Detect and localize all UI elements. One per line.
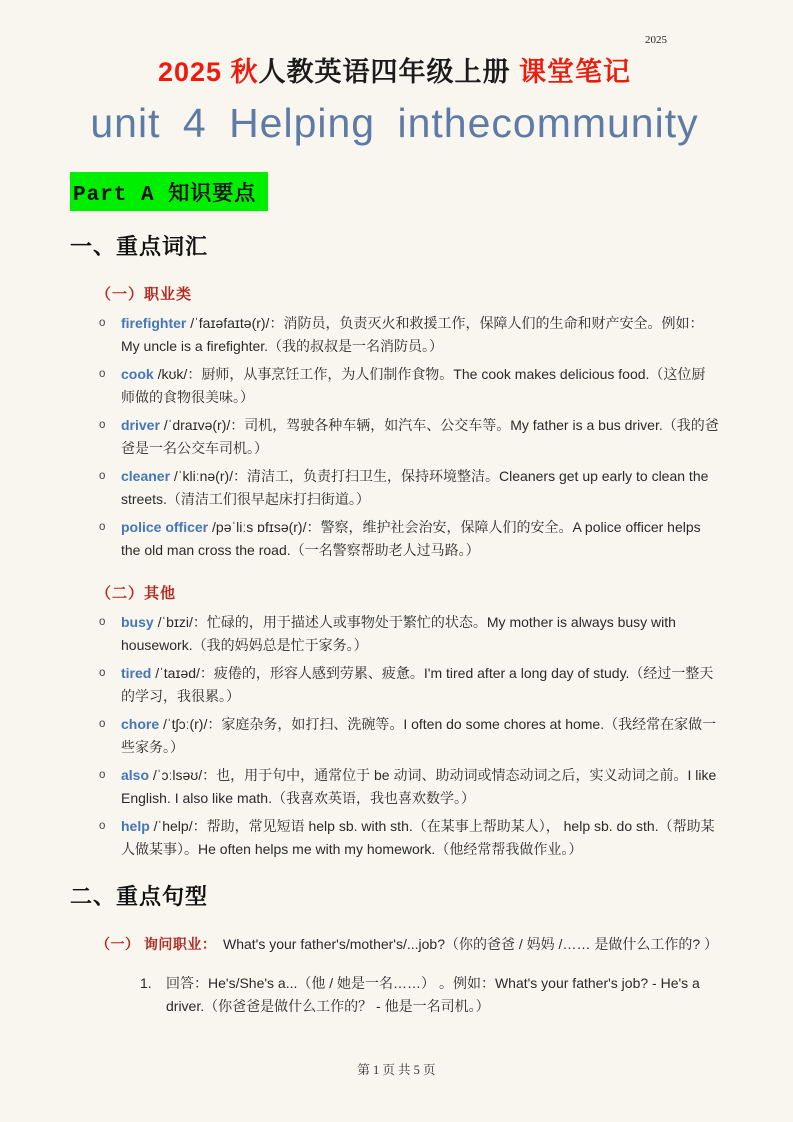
bullet-icon: o [99, 317, 106, 329]
vocab-definition: /pəˈliːs ɒfɪsə(r)/：警察，维护社会治安，保障人们的安全。A police officer helps the old man cross the road.（一名警察帮助老人过马路。） [121, 519, 701, 558]
part-banner [70, 172, 719, 211]
vocab-item [96, 363, 719, 409]
bullet-icon: o [99, 667, 106, 679]
page-footer: 第 1 页 共 5 页 [357, 1063, 436, 1077]
vocab-definition: /ˈtʃɔː(r)/：家庭杂务，如打扫、洗碗等。I often do some chores at home.（我经常在家做一些家务。） [121, 716, 717, 755]
vocab-definition: /ˈfaɪəfaɪtə(r)/：消防员，负责灭火和救援工作，保障人们的生命和财产安全。例如：My uncle is a firefighter.（我的叔叔是一名消防员。） [121, 315, 704, 354]
vocab-definition: /ˈɔːlsəʊ/：也，用于句中，通常位于 be 动词、助动词或情态动词之后，实义动词之前。I like English. I also like math.（我喜欢英语，我也喜欢数学。） [121, 767, 717, 806]
part-banner-label: Part A 知识要点 [70, 172, 268, 211]
section-heading-vocab: 一、重点词汇 [70, 234, 209, 259]
group-heading-jobs: （一）职业类 [96, 286, 193, 303]
bullet-icon: o [99, 769, 106, 781]
answer-text: 回答：He's/She's a...（他 / 她是一名……） 。例如：What's your father's job? - He's a driver.（你爸爸是做什么工作的？ - 他是一名司机。） [166, 975, 700, 1014]
title-notes-red: 课堂笔记 [519, 57, 632, 87]
bullet-icon: o [99, 419, 106, 431]
group-heading-others: （二）其他 [96, 585, 177, 602]
title-year-red: 2025 秋 [157, 57, 259, 87]
vocab-definition: /ˈbɪzi/：忙碌的，用于描述人或事物处于繁忙的状态。My mother is always busy with housework.（我的妈妈总是忙于家务。） [121, 614, 676, 653]
vocab-list-jobs [96, 312, 719, 562]
bullet-icon: o [99, 368, 106, 380]
vocab-term: also [121, 767, 150, 783]
vocab-item [96, 764, 719, 810]
vocab-term: busy [121, 614, 154, 630]
page-title [70, 54, 719, 90]
vocab-term: help [121, 818, 150, 834]
pattern-answer-item [140, 972, 719, 1018]
answer-number: 1. [140, 975, 152, 991]
bullet-icon: o [99, 718, 106, 730]
vocab-definition: /ˈtaɪəd/：疲倦的，形容人感到劳累、疲惫。I'm tired after a long day of study.（经过一整天的学习，我很累。） [121, 665, 714, 704]
vocab-item [96, 312, 719, 358]
vocab-item [96, 516, 719, 562]
vocab-definition: /ˈhelp/：帮助，常见短语 help sb. with sth.（在某事上帮助某人）， help sb. do sth.（帮助某人做某事）。He often helps me with my homework.（他经常帮我做作业。） [121, 818, 715, 857]
vocab-definition: /ˈdraɪvə(r)/：司机，驾驶各种车辆，如汽车、公交车等。My father is a bus driver.（我的爸爸是一名公交车司机。） [121, 417, 719, 456]
vocab-definition: /kʊk/：厨师，从事烹饪工作，为人们制作食物。The cook makes delicious food.（这位厨师做的食物很美味。） [121, 366, 706, 405]
vocab-item [96, 662, 719, 708]
corner-year: 2025 [645, 34, 667, 46]
vocab-term: tired [121, 665, 152, 681]
vocab-term: driver [121, 417, 160, 433]
vocab-item [96, 815, 719, 861]
unit-subtitle: unit 4 Helping inthecommunity [90, 100, 699, 146]
bullet-icon: o [99, 820, 106, 832]
vocab-item [96, 465, 719, 511]
vocab-item [96, 611, 719, 657]
vocab-item [96, 713, 719, 759]
pattern-text: What's your father's/mother's/...job?（你的爸爸 / 妈妈 /…… 是做什么工作的? ） [223, 936, 719, 952]
vocab-term: police officer [121, 519, 209, 535]
vocab-definition: /ˈkliːnə(r)/：清洁工，负责打扫卫生，保持环境整洁。Cleaners get up early to clean the streets.（清洁工们很早起床打扫街道。） [121, 468, 709, 507]
vocab-list-others [96, 611, 719, 861]
section-heading-patterns: 二、重点句型 [70, 884, 209, 909]
title-black-part: 人教英语四年级上册 [258, 57, 520, 87]
bullet-icon: o [99, 521, 106, 533]
pattern-item [96, 933, 719, 956]
pattern-label: （一） 询问职业： [96, 936, 217, 952]
vocab-term: cleaner [121, 468, 171, 484]
vocab-term: chore [121, 716, 160, 732]
bullet-icon: o [99, 470, 106, 482]
vocab-item [96, 414, 719, 460]
vocab-term: firefighter [121, 315, 187, 331]
bullet-icon: o [99, 616, 106, 628]
vocab-term: cook [121, 366, 154, 382]
